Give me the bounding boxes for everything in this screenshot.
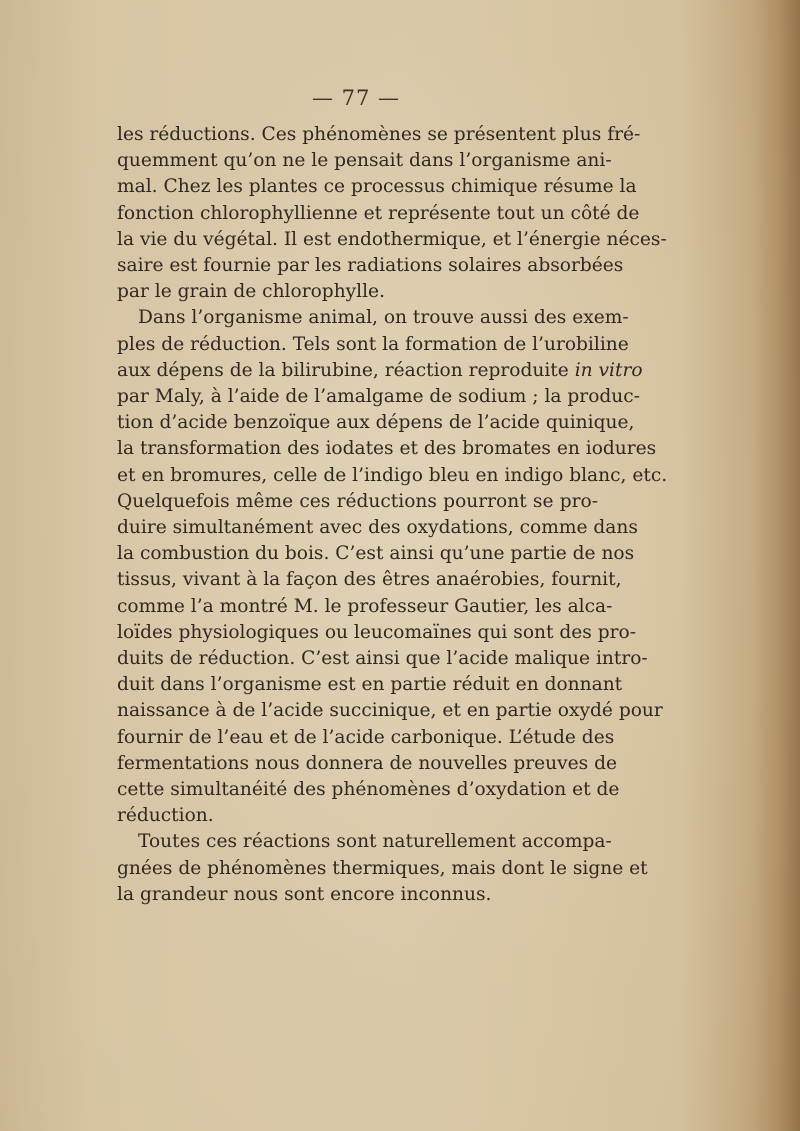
text-line: cette simultanéité des phénomènes d’oxydation et de [117,779,620,801]
page-edge-shadow [754,0,800,1131]
text-line: loïdes physiologiques ou leucomaïnes qui sont des pro- [117,621,636,643]
paragraph-2 [117,305,668,829]
text-line: comme l’a montré M. le professeur Gautier, les alca- [117,595,613,617]
text-fragment: aux dépens de la bilirubine, réaction reproduite [117,359,569,381]
text-line: Toutes ces réactions sont naturellement accompa- [138,831,612,853]
text-line-with-italic [117,358,643,384]
paragraph-1 [117,122,667,305]
text-line: quemment qu’on ne le pensait dans l’organisme ani- [117,150,612,172]
text-line: duit dans l’organisme est en partie réduit en donnant [117,674,623,696]
text-line: la grandeur nous sont encore inconnus. [117,883,492,905]
text-line: les réductions. Ces phénomènes se présentent plus fré- [117,124,641,145]
text-line: fermentations nous donnera de nouvelles preuves de [117,752,617,774]
text-line: Dans l’organisme animal, on trouve aussi des exem- [138,307,629,329]
text-line: Quelquefois même ces réductions pourront se pro- [117,490,598,512]
text-line: fournir de l’eau et de l’acide carbonique. L’étude des [117,726,615,748]
text-line: tissus, vivant à la façon des êtres anaérobies, fournit, [117,569,622,591]
text-line: tion d’acide benzoïque aux dépens de l’acide quinique, [117,412,635,434]
paragraph-3 [117,829,648,908]
text-line: duire simultanément avec des oxydations, comme dans [117,517,638,539]
text-line: gnées de phénomènes thermiques, mais dont le signe et [117,857,648,879]
text-line: la combustion du bois. C’est ainsi qu’une partie de nos [117,543,635,565]
text-line: ples de réduction. Tels sont la formation de l’urobiline [117,333,629,355]
text-line: naissance à de l’acide succinique, et en partie oxydé pour [117,700,663,722]
text-line: et en bromures, celle de l’indigo bleu en indigo blanc, etc. [117,464,668,486]
text-line: par le grain de chlorophylle. [117,281,385,303]
text-line: la vie du végétal. Il est endothermique, et l’énergie néces- [117,228,667,250]
page-number: — 77 — [311,86,401,110]
text-line: la transformation des iodates et des bromates en iodures [117,438,657,460]
text-line: mal. Chez les plantes ce processus chimique résume la [117,176,637,198]
text-line: fonction chlorophyllienne et représente tout un côté de [117,202,640,224]
body-text [117,122,668,908]
text-line: saire est fournie par les radiations solaires absorbées [117,255,624,277]
italic-term: in vitro [574,359,643,381]
text-line: duits de réduction. C’est ainsi que l’acide malique intro- [117,648,648,670]
text-line: par Maly, à l’aide de l’amalgame de sodium ; la produc- [117,386,640,408]
text-line: réduction. [117,805,214,827]
